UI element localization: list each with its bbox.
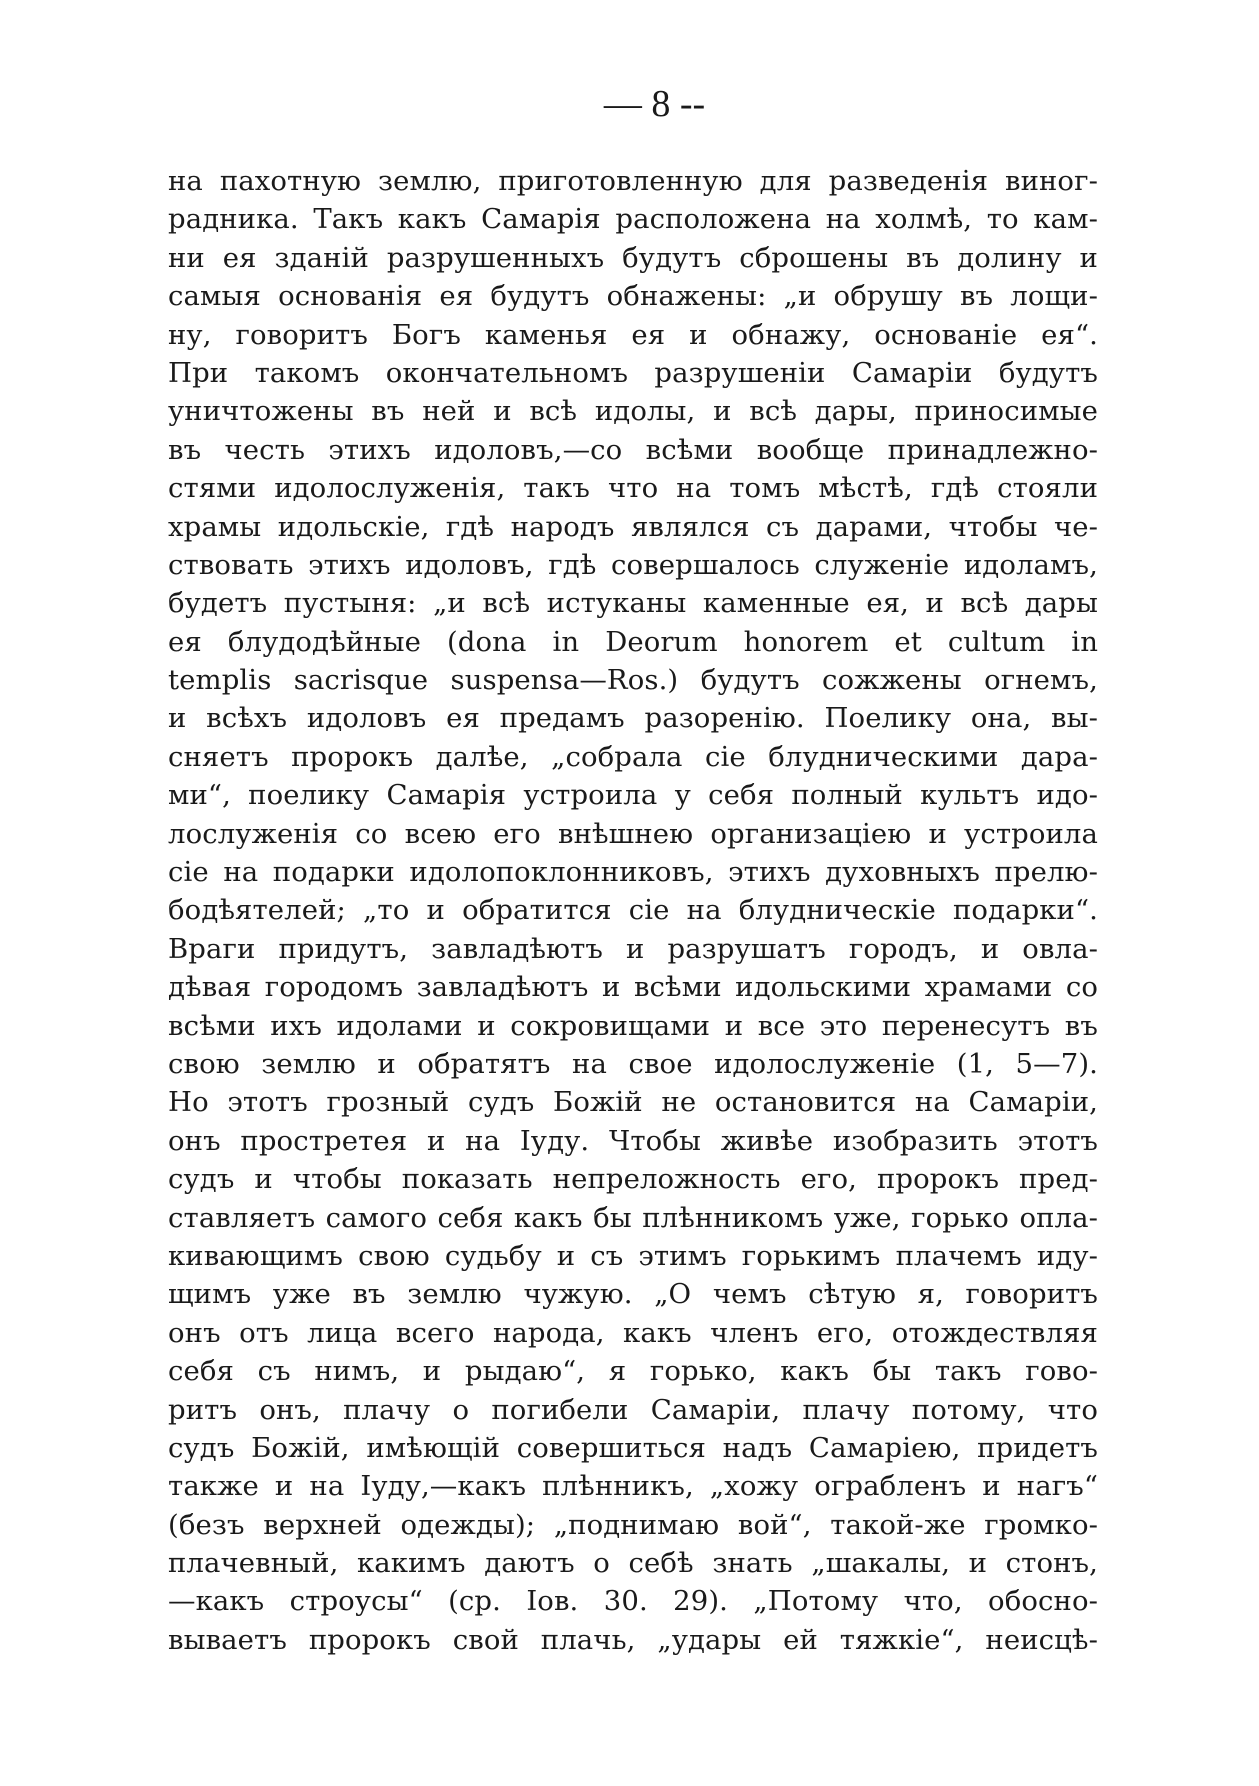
text-line: templis sacrisque suspensa—Ros.) будутъ сожжены огнемъ, [168,664,1098,697]
text-line: также и на Іуду,—какъ плѣнникъ, „хожу ограбленъ и нагъ“ [168,1470,1098,1503]
text-line: на пахотную землю, приготовленную для разведенія виног- [168,165,1098,197]
text-line: Но этотъ грозный судъ Божій не остановится на Самаріи, [168,1086,1098,1119]
text-line: стями идолослуженія, такъ что на томъ мѣстѣ, гдѣ стояли [168,472,1098,505]
text-line: ствовать этихъ идоловъ, гдѣ совершалось служеніе идоламъ, [168,548,1098,581]
text-line: всѣми ихъ идолами и сокровищами и все это перенесутъ въ [168,1009,1098,1042]
text-line: и всѣхъ идоловъ ея предамъ разоренію. Поелику она, вы- [168,702,1098,735]
text-line: судъ и чтобы показать непреложность его, пророкъ пред- [168,1163,1098,1196]
text-line: лослуженія со всею его внѣшнею организаціею и устроила [168,817,1098,850]
text-line: бодѣятелей; „то и обратится сіе на блудническіе подарки“. [168,894,1098,927]
text-line: (безъ верхней одежды); „поднимаю вой“, такой-же громко- [168,1508,1098,1541]
text-line: ея блудодѣйные (dona in Deorum honorem et cultum in [168,625,1098,658]
text-line: ритъ онъ, плачу о погибели Самаріи, плачу потому, что [168,1393,1098,1426]
page-number: — 8 -- [603,83,706,125]
text-line: самыя основанія ея будутъ обнажены: „и обрушу въ лощи- [168,280,1098,313]
text-line: судъ Божій, имѣющій совершиться надъ Самаріею, придетъ [168,1431,1098,1464]
text-line: вываетъ пророкъ свой плачь, „удары ей тяжкіе“, неисцѣ- [168,1623,1098,1656]
text-line: радника. Такъ какъ Самарія расположена на холмѣ, то кам- [168,203,1098,236]
text-line: будетъ пустыня: „и всѣ истуканы каменные ея, и всѣ дары [168,587,1098,620]
text-line: кивающимъ свою судьбу и съ этимъ горькимъ плачемъ иду- [168,1239,1098,1272]
text-line: дѣвая городомъ завладѣютъ и всѣми идольскими храмами со [168,971,1098,1004]
text-line: ставляетъ самого себя какъ бы плѣнникомъ уже, горько опла- [168,1201,1098,1234]
text-line: онъ отъ лица всего народа, какъ членъ его, отождествляя [168,1316,1098,1349]
text-line: храмы идольскіе, гдѣ народъ являлся съ дарами, чтобы че- [168,510,1098,543]
text-line: ни ея зданій разрушенныхъ будутъ сброшены въ долину и [168,241,1098,274]
body-text [168,162,1098,1659]
text-line: При такомъ окончательномъ разрушеніи Самаріи будутъ [168,356,1098,389]
text-line: щимъ уже въ землю чужую. „О чемъ сѣтую я, говоритъ [168,1278,1098,1311]
text-line: —какъ строусы“ (ср. Іов. 30. 29). „Потому что, обосно- [168,1585,1098,1618]
text-line: Враги придутъ, завладѣютъ и разрушатъ городъ, и овла- [168,932,1098,965]
text-line: плачевный, какимъ даютъ о себѣ знать „шакалы, и стонъ, [168,1547,1098,1580]
text-line: уничтожены въ ней и всѣ идолы, и всѣ дары, приносимые [168,395,1098,428]
text-line: свою землю и обратятъ на свое идолослуженіе (1, 5—7). [168,1047,1098,1080]
text-line: въ честь этихъ идоловъ,—со всѣми вообще принадлежно- [168,433,1098,466]
text-line: себя съ нимъ, и рыдаю“, я горько, какъ бы такъ гово- [168,1355,1098,1388]
text-line: онъ простретея и на Іуду. Чтобы живѣе изобразить этотъ [168,1124,1098,1157]
text-line: сняетъ пророкъ далѣе, „собрала сіе блудническими дара- [168,740,1098,773]
text-line: сіе на подарки идолопоклонниковъ, этихъ духовныхъ прелю- [168,856,1098,889]
text-line: ми“, поелику Самарія устроила у себя полный культъ идо- [168,779,1098,812]
text-line: ну, говоритъ Богъ каменья ея и обнажу, основаніе ея“. [168,318,1098,351]
